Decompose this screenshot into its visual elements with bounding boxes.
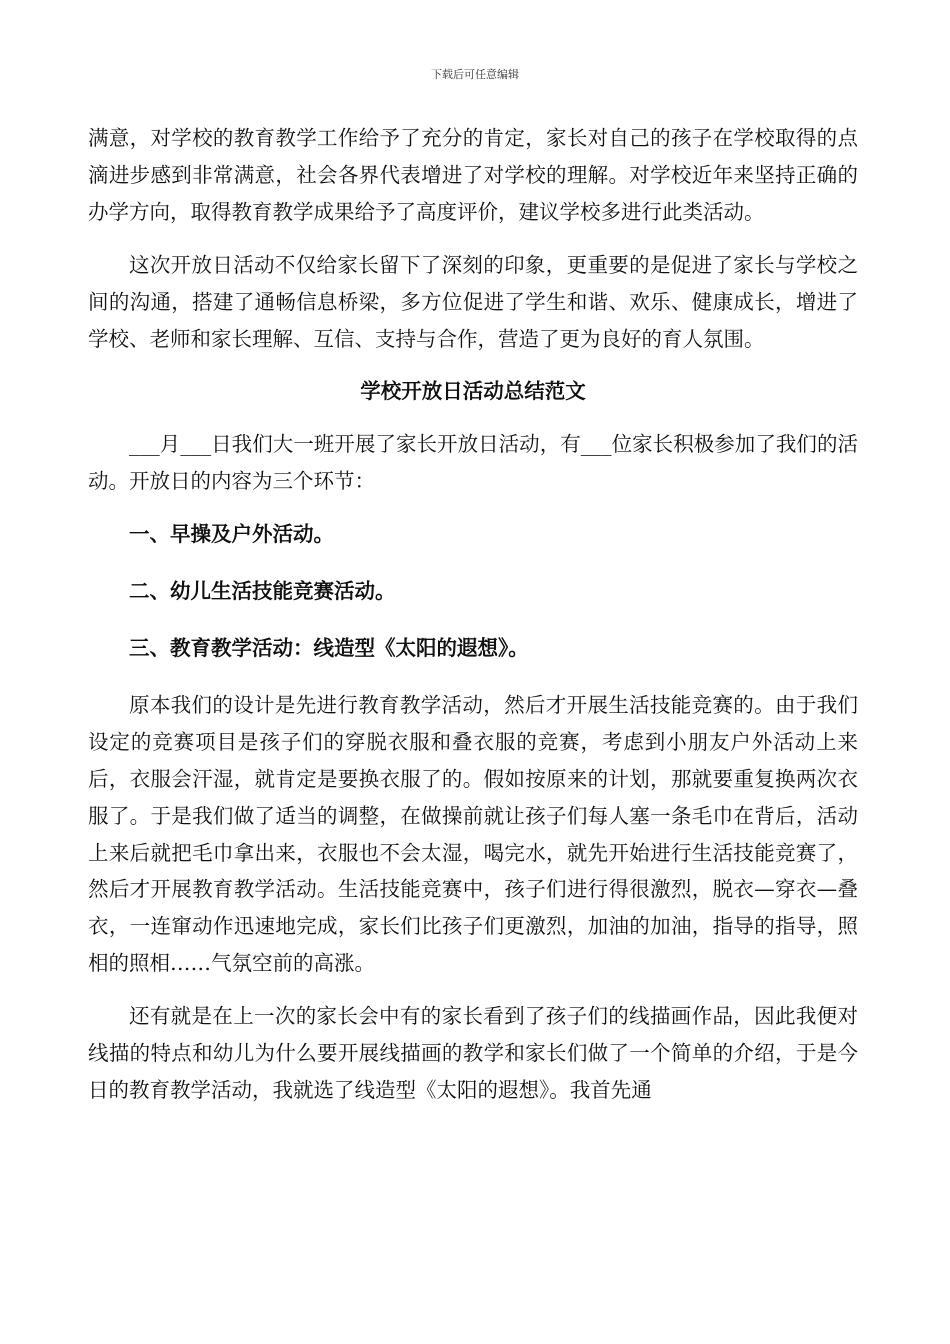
list-item: 二、幼儿生活技能竞赛活动。 [129, 579, 396, 604]
intro-paragraph: ___月___日我们大一班开展了家长开放日活动，有___位家长积极参加了我们的活动。开放日的内容为三个环节： [88, 432, 858, 494]
paragraph: 这次开放日活动不仅给家长留下了深刻的印象，更重要的是促进了家长与学校之间的沟通，搭建了通畅信息桥梁，多方位促进了学生和谐、欢乐、健康成长，增进了学校、老师和家长理解、互信、支持与合作，营造了更为良好的育人氛围。 [88, 252, 858, 351]
document-body [88, 120, 858, 1125]
header-note: 下载后可任意编辑 [431, 68, 519, 81]
paragraph: 原本我们的设计是先进行教育教学活动，然后才开展生活技能竞赛的。由于我们设定的竞赛项目是孩子们的穿脱衣服和叠衣服的竞赛，考虑到小朋友户外活动上来后，衣服会汗湿，就肯定是要换衣服了的。假如按原来的计划，那就要重复换两次衣服了。于是我们做了适当的调整，在做操前就让孩子们每人塞一条毛巾在背后，活动上来后就把毛巾拿出来，衣服也不会太湿，喝完水，就先开始进行生活技能竞赛了，然后才开展教育教学活动。生活技能竞赛中，孩子们进行得很激烈，脱衣—穿衣—叠衣，一连窜动作迅速地完成，家长们比孩子们更激烈，加油的加油，指导的指导，照相的照相……气氛空前的高涨。 [88, 692, 858, 976]
list-item: 一、早操及户外活动。 [129, 522, 334, 547]
list-item: 三、教育教学活动：线造型《太阳的遐想》。 [129, 635, 529, 660]
paragraph: 还有就是在上一次的家长会中有的家长看到了孩子们的线描画作品，因此我便对线描的特点和幼儿为什么要开展线描画的教学和家长们做了一个简单的介绍，于是今日的教育教学活动，我就选了线造型《太阳的遐想》。我首先通 [88, 1004, 858, 1102]
paragraph-continuation: 满意，对学校的教育教学工作给予了充分的肯定，家长对自己的孩子在学校取得的点滴进步感到非常满意，社会各界代表增进了对学校的理解。对学校近年来坚持正确的办学方向，取得教育教学成果给予了高度评价，建议学校多进行此类活动。 [88, 126, 858, 224]
section-title: 学校开放日活动总结范文 [360, 379, 586, 404]
